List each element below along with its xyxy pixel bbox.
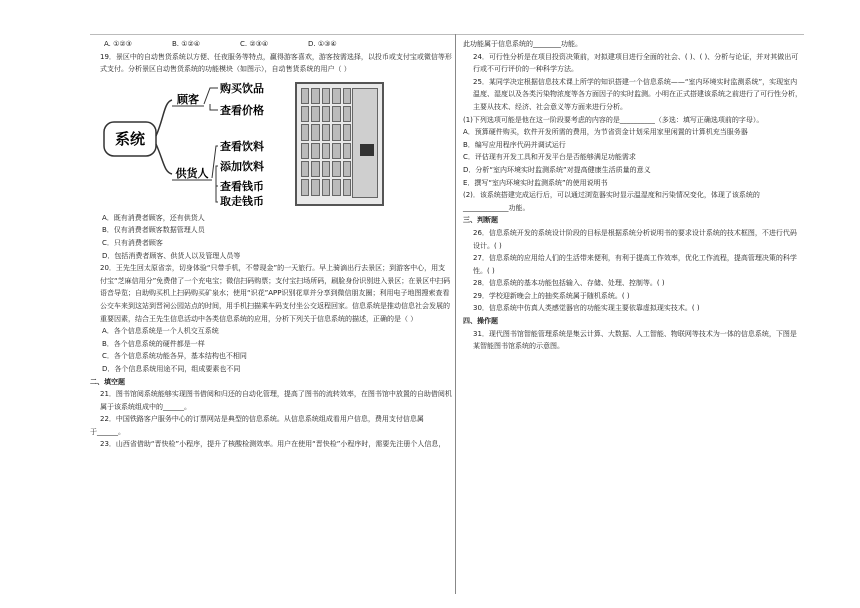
q20-option-b: B．各个信息系统的硬件都是一样 xyxy=(102,339,205,348)
q27: 27．信息系统的应用给人们的生活带来便利，有利于提高工作效率，优化工作流程，提高管理决策的科学性。( ) xyxy=(473,254,797,275)
q25-option-c: C．评估现有开发工具和开发平台是否能够满足功能需求 xyxy=(463,153,636,162)
q28: 28．信息系统的基本功能包括输入、存储、处理、控制等。( ) xyxy=(473,279,665,288)
mindmap-item-take-coins: 取走钱币 xyxy=(220,194,264,206)
section-operation-heading: 四、操作题 xyxy=(463,317,498,326)
q23-cont: 此功能属于信息系统的________功能。 xyxy=(463,40,582,48)
q18-option-d: D. ①③④ xyxy=(308,40,337,48)
q24: 24．可行性分析是在项目投资决策前，对拟建项目进行全面的社会、( )、( )、分析与论证，并对其做出可行或不可行评价的一种科学方法。 xyxy=(473,52,799,74)
top-rule xyxy=(90,34,804,35)
q18-option-a: A. ①②③ xyxy=(104,40,132,48)
q22: 22．中国铁路客户服务中心的订票网站是典型的信息系统。从信息系统组成看用户信息，费用支付信息属 xyxy=(100,415,424,424)
system-mindmap xyxy=(100,78,290,206)
mindmap-branch-supplier: 供货人 xyxy=(175,166,209,180)
mindmap-branch-customer: 顾客 xyxy=(177,92,199,106)
q19-option-a: A．既有消费者顾客，还有供货人 xyxy=(102,213,205,222)
q20-stem: 20．王先生回太原省亲，切身体验“只带手机，不带现金”的一天旅行。早上骑滴出行去景区；到游客中心，用支付宝“芝麻信用分”免费借了一个充电宝；微信扫码购票；支付宝扫场所码，刷脸身份识别进入景区；在景区中扫码语音导览；自助购买机上扫码购买矿泉水；使用“识花”APP识别花草并分享到微信朋友圈；利用电子地图搜索查看公交车来到这站到晋祠公园站点的时间，用手机扫描乘车码支付坐公交返程回家。信息系统是推动信息社会发展的重要因素，结合王先生信息活动中各类信息系统的应用，分析下列关于信息系统的描述，正确的是（ ） xyxy=(100,264,451,323)
q25-stem: 25．某同学决定根据信息技术课上所学的知识搭建一个信息系统——“室内环境实时监测系统”，实现室内温度、湿度以及各类污染物浓度等各方面因子的实时监测。小明在正式搭建该系统之前进行了可行性分析，主要从技术、经济、社会意义等方面来进行分析。 xyxy=(473,77,802,111)
q29: 29．学校迎新晚会上的抽奖系统属于随机系统。( ) xyxy=(473,291,630,300)
q25-sub2: (2)．该系统搭建完成运行后，可以通过浏览器实时显示温湿度和污染情况变化，体现了该系统的_____________功能。 xyxy=(463,191,760,212)
q19-stem: 19．景区中的自动售货系统以方便、任夜服务等特点，赢得游客喜欢，游客按需选择，以投币或支付宝或微信等形式支付。分析景区自动售货系统的功能模块（如图示），自动售货系统的用户（ ） xyxy=(100,52,452,74)
q20-option-c: C．各个信息系统功能各异，基本结构也不相同 xyxy=(102,352,247,361)
mindmap-item-price: 查看价格 xyxy=(220,103,264,117)
mindmap-item-add-drinks: 添加饮料 xyxy=(220,159,264,173)
q19-option-b: B．仅有消费者顾客数据管理人员 xyxy=(102,226,205,235)
right-column xyxy=(463,38,803,353)
q25-sub1: (1)下列选项可能是他在这一阶段要考虑的内容的是__________（多选：填写正确选项前的字母）。 xyxy=(463,115,764,124)
q18-option-c: C. ②③④ xyxy=(240,40,269,48)
column-divider xyxy=(455,34,456,594)
mindmap-item-view-drinks: 查看饮料 xyxy=(220,139,264,153)
q20-option-a: A．各个信息系统是一个人机交互系统 xyxy=(102,327,219,336)
mindmap-center: 系统 xyxy=(114,129,146,148)
q31: 31．现代图书馆智能管理系统是集云计算、大数据、人工智能、物联网等技术为一体的信息系统，下图是某智能图书馆系统的示意图。 xyxy=(473,329,797,351)
q25-option-b: B．编写应用程序代码并调试运行 xyxy=(463,140,566,149)
q25-option-a: A．预算硬件购买，软件开发所需的费用，为节省资金计划采用家里闲置的计算机充当服务器 xyxy=(463,128,748,137)
section-fill-blank-heading: 二、填空题 xyxy=(90,377,125,386)
q19-option-d: D．包括消费者顾客、供货人以及管理人员等 xyxy=(102,251,241,260)
mindmap-item-buy: 购买饮品 xyxy=(220,81,264,95)
vending-machine-image xyxy=(295,82,384,206)
q25-option-e: E．撰写“室内环境实时监测系统”的使用说明书 xyxy=(463,178,608,187)
q19-option-c: C．只有消费者顾客 xyxy=(102,238,163,247)
q23: 23．山西省借助“晋快检”小程序，提升了核酸检测效率。用户在使用“晋快检”小程序时，需要先注册个人信息， xyxy=(100,440,446,449)
q26: 26．信息系统开发的系统设计阶段的目标是根据系统分析说明书的要求设计系统的技术框图，不进行代码设计。( ) xyxy=(473,228,797,250)
q20-option-d: D．各个信息系统用途不同，组成要素也不同 xyxy=(102,364,241,373)
left-column xyxy=(90,38,452,451)
mindmap-item-view-coins: 查看钱币 xyxy=(220,179,264,193)
q19-figure xyxy=(90,78,452,208)
section-judge-heading: 三、判断题 xyxy=(463,216,498,225)
q22-cont: 于______。 xyxy=(90,427,125,436)
q21: 21．图书馆阅系统能够实现图书借阅和归还的自动化管理，提高了图书的流转效率，在图书馆中放置的自助借阅机属于该系统组成中的______。 xyxy=(100,390,452,411)
q30: 30．信息系统中仿真人类感觉器官的功能实现主要依靠虚拟现实技术。( ) xyxy=(473,304,700,313)
q18-options xyxy=(90,38,452,51)
q18-option-b: B. ①②④ xyxy=(172,40,201,48)
q25-option-d: D．分析“室内环境实时监测系统”对提高健康生活质量的意义 xyxy=(463,165,651,174)
